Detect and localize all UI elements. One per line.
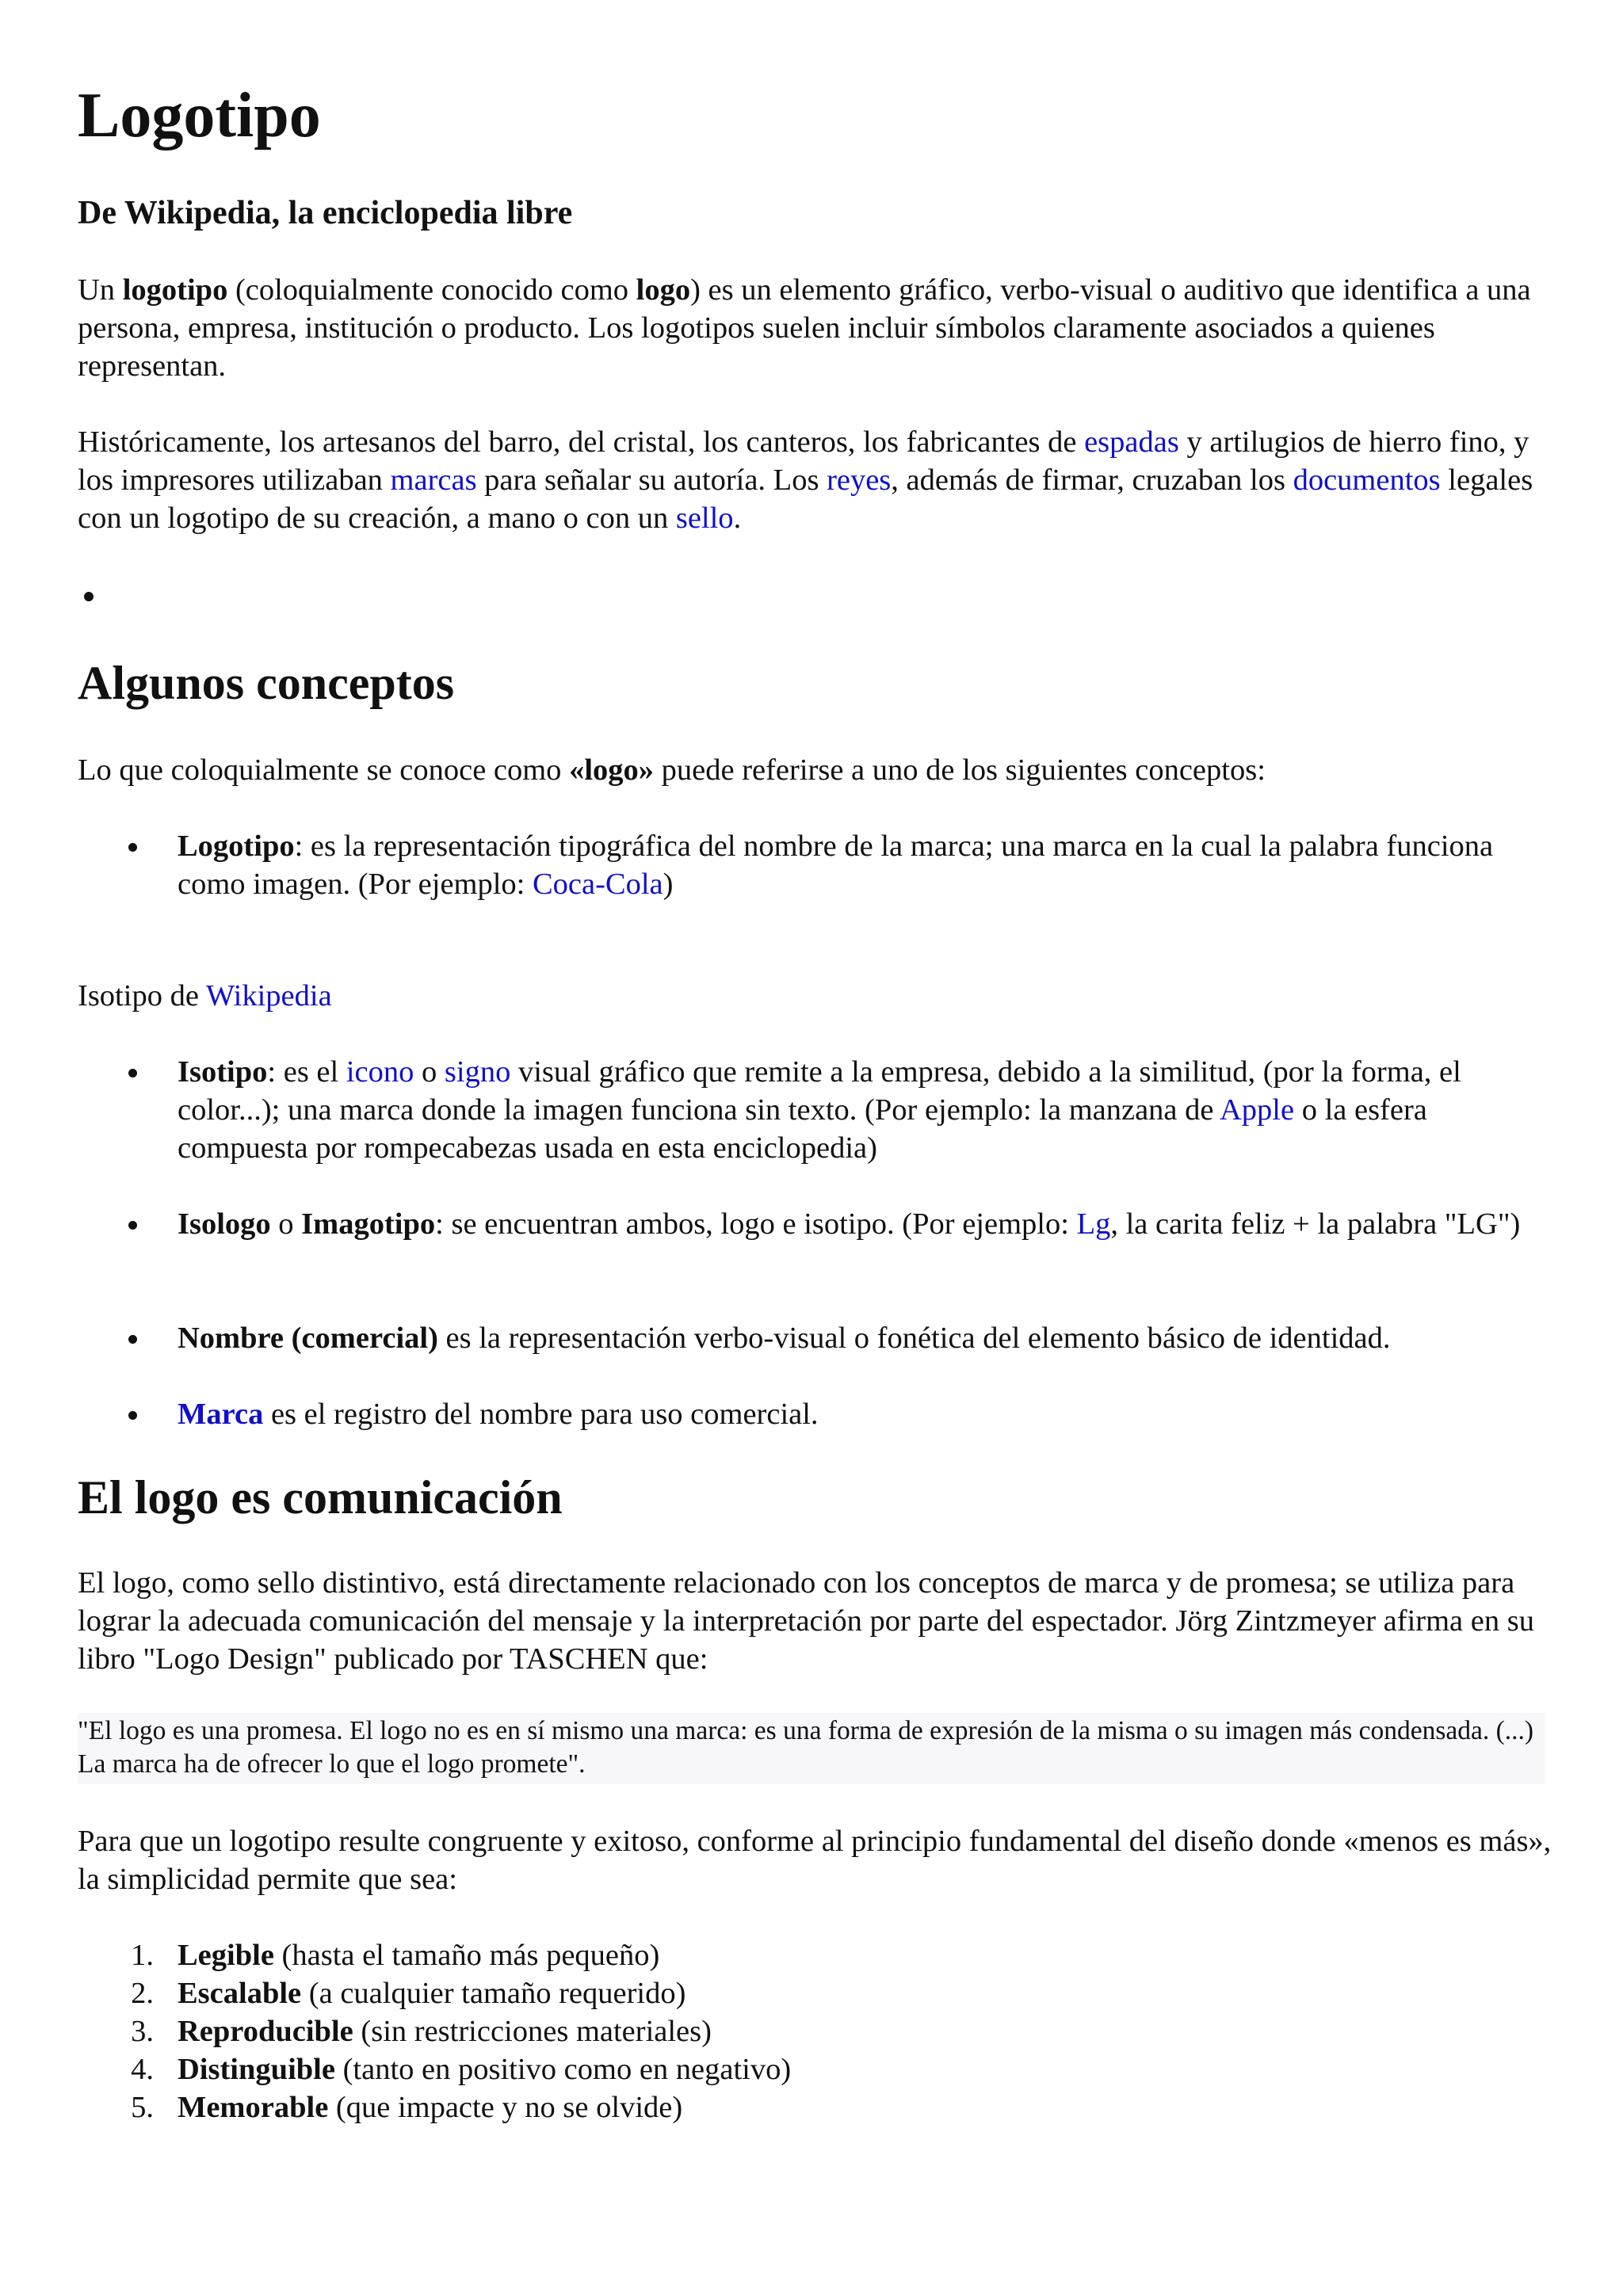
item-text: : es la representación tipográfica del nombre de la marca; una marca en la cual la palabra funciona como imagen. (Por ejemplo: <box>178 830 1494 901</box>
intro-term-logotipo: logotipo <box>122 273 228 307</box>
item-text: es la representación verbo-visual o fonética del elemento básico de identidad. <box>437 1322 1391 1355</box>
quality-item <box>78 1936 1552 1974</box>
term-logotipo: Logotipo <box>178 830 295 863</box>
link-marca[interactable]: Marca <box>178 1398 264 1431</box>
quality-term: Memorable <box>178 2091 329 2124</box>
history-text: para señalar su autoría. Los <box>476 463 827 497</box>
history-paragraph <box>78 423 1552 537</box>
link-apple[interactable]: Apple <box>1219 1093 1295 1127</box>
intro-text: (coloquialmente conocido como <box>227 273 636 307</box>
list-number: 5. <box>131 2091 154 2124</box>
quality-term: Reproducible <box>178 2015 353 2048</box>
page-subtitle: De Wikipedia, la enciclopedia libre <box>78 195 573 231</box>
list-number: 4. <box>131 2053 154 2086</box>
section-heading-conceptos: Algunos conceptos <box>78 657 455 709</box>
link-marcas[interactable]: marcas <box>390 463 477 497</box>
quality-term: Escalable <box>178 1977 302 2010</box>
conceptos-list-1 <box>78 827 1552 903</box>
intro-paragraph <box>78 271 1552 385</box>
link-icono[interactable]: icono <box>346 1055 414 1089</box>
history-text: y artilugios de hierro fino, y los impresores utilizaban <box>78 425 1529 497</box>
history-text: Históricamente, los artesanos del barro, del cristal, los canteros, los fabricantes de <box>78 425 1085 459</box>
conceptos-list-5 <box>78 1395 1552 1433</box>
quality-item <box>78 2088 1552 2126</box>
item-text: o <box>414 1055 445 1089</box>
term-isologo: Isologo <box>178 1207 271 1241</box>
lead-text: puede referirse a uno de los siguientes conceptos: <box>654 753 1266 787</box>
item-text: o <box>270 1207 302 1241</box>
intro-text: Un <box>78 273 123 307</box>
history-text: legales con un logotipo de su creación, a mano o con un <box>78 463 1533 535</box>
stray-bullet <box>84 592 94 601</box>
conceptos-list-4 <box>78 1319 1552 1357</box>
quality-item <box>78 2050 1552 2088</box>
conceptos-lead <box>78 751 1552 789</box>
blockquote: "El logo es una promesa. El logo no es en sí mismo una marca: es una forma de expresión de la misma o su imagen más condensada. (...) La marca ha de ofrecer lo que el logo promete". <box>78 1713 1545 1784</box>
comunicacion-paragraph: El logo, como sello distintivo, está directamente relacionado con los conceptos de marca y de promesa; se utiliza para lograr la adecuada comunicación del mensaje y la interpretación por parte del espectador. Jörg Zintzmeyer afirma en su libro "Logo Design" publicado por TASCHEN que: <box>78 1566 1534 1676</box>
link-signo[interactable]: signo <box>444 1055 511 1089</box>
quality-desc: (que impacte y no se olvide) <box>328 2091 683 2124</box>
quality-term: Distinguible <box>178 2053 335 2086</box>
link-espadas[interactable]: espadas <box>1084 425 1179 459</box>
list-item-nombre <box>78 1319 1552 1357</box>
item-text: : se encuentran ambos, logo e isotipo. (Por ejemplo: <box>435 1207 1077 1241</box>
item-text: : es el <box>267 1055 346 1089</box>
qualities-list <box>78 1936 1552 2126</box>
link-coca-cola[interactable]: Coca-Cola <box>533 868 663 901</box>
term-imagotipo: Imagotipo <box>301 1207 436 1241</box>
list-number: 1. <box>131 1939 154 1972</box>
list-item-isologo <box>78 1205 1552 1243</box>
section-heading-comunicacion: El logo es comunicación <box>78 1471 563 1524</box>
intro-text: ) es un elemento gráfico, verbo-visual o auditivo que identifica a una persona, empresa, institución o producto. Los logotipos suelen incluir símbolos claramente asociados a quienes representan. <box>78 273 1531 383</box>
link-sello[interactable]: sello <box>675 502 734 535</box>
lead-text: Lo que coloquialmente se conoce como <box>78 753 570 787</box>
list-number: 3. <box>131 2015 154 2048</box>
history-text: . <box>733 502 742 535</box>
item-text: o la esfera compuesta por rompecabezas usada en esta enciclopedia) <box>178 1093 1427 1165</box>
quality-item <box>78 2012 1552 2050</box>
item-text: , la carita feliz + la palabra "LG") <box>1110 1207 1521 1241</box>
link-reyes[interactable]: reyes <box>827 463 892 497</box>
link-lg[interactable]: Lg <box>1076 1207 1111 1241</box>
list-number: 2. <box>131 1977 154 2010</box>
list-item-isotipo <box>78 1053 1552 1167</box>
term-nombre: Nombre (comercial) <box>178 1322 438 1355</box>
history-text: , además de firmar, cruzaban los <box>891 463 1293 497</box>
link-wikipedia[interactable]: Wikipedia <box>205 979 332 1013</box>
item-text: es el registro del nombre para uso comercial. <box>263 1398 819 1431</box>
term-isotipo: Isotipo <box>178 1055 268 1089</box>
quality-desc: (tanto en positivo como en negativo) <box>334 2053 792 2086</box>
quality-desc: (sin restricciones materiales) <box>353 2015 712 2048</box>
item-text: ) <box>663 868 674 901</box>
simplicidad-paragraph: Para que un logotipo resulte congruente y exitoso, conforme al principio fundamental del diseño donde «menos es más», la simplicidad permite que sea: <box>78 1825 1552 1896</box>
caption-text: Isotipo de <box>78 979 206 1013</box>
lead-term-logo: «logo» <box>569 753 655 787</box>
list-item-logotipo <box>78 827 1552 903</box>
quality-desc: (a cualquier tamaño requerido) <box>301 1977 686 2010</box>
quality-desc: (hasta el tamaño más pequeño) <box>273 1939 660 1972</box>
image-caption <box>78 977 1552 1015</box>
conceptos-list-3 <box>78 1205 1552 1243</box>
intro-term-logo: logo <box>636 273 691 307</box>
item-text: visual gráfico que remite a la empresa, debido a la similitud, (por la forma, el color...); una marca donde la imagen funciona sin texto. (Por ejemplo: la manzana de <box>178 1055 1461 1127</box>
quality-term: Legible <box>178 1939 274 1972</box>
list-item-marca <box>78 1395 1552 1433</box>
quality-item <box>78 1974 1552 2012</box>
page-title: Logotipo <box>78 81 321 151</box>
conceptos-list-2 <box>78 1053 1552 1167</box>
link-documentos[interactable]: documentos <box>1293 463 1441 497</box>
